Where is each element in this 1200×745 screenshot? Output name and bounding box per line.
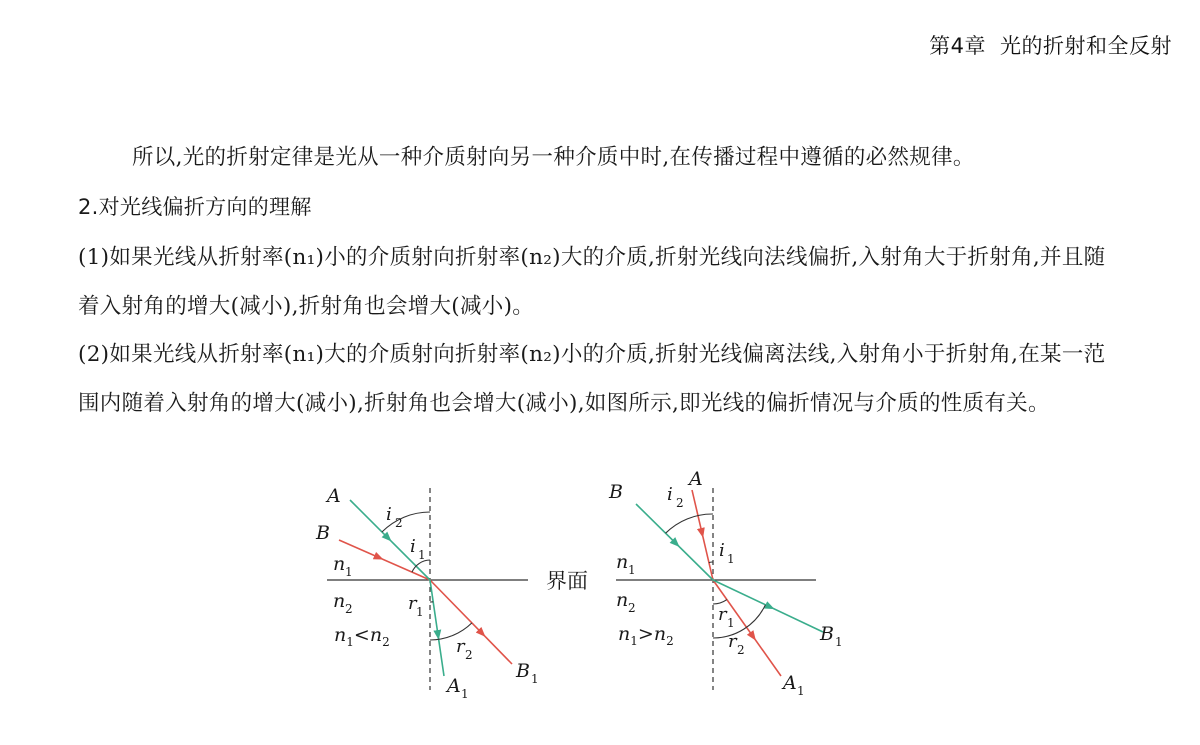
label-b: B — [316, 522, 330, 544]
label-a1: A — [447, 675, 461, 697]
label-n1-sub: 1 — [345, 565, 353, 579]
section-heading: 2.对光线偏折方向的理解 — [78, 195, 312, 219]
chapter-title: 光的折射和全反射 — [1000, 34, 1172, 58]
label-r2-sub: 2 — [737, 643, 745, 657]
label-i1: i — [410, 536, 416, 557]
relation-left: $n_1<n_2$ — [334, 624, 390, 649]
case-2-paragraph: (2)如果光线从折射率(n₁)大的介质射向折射率(n₂)小的介质,折射光线偏离法线,入射角小于折射角,在某一范围内随着入射角的增大(减小),折射角也会增大(减小),如图所示,即光线的偏折情况与介质的性质有关。 — [78, 342, 1106, 416]
diagram-right — [608, 468, 843, 698]
label-n1: n — [616, 551, 629, 573]
diagram-left — [315, 485, 539, 701]
ray-a-refracted — [430, 580, 444, 676]
label-a1: A — [783, 672, 797, 694]
ray-a-refracted — [713, 580, 781, 676]
label-r1-sub: 1 — [727, 616, 735, 630]
label-n1-sub: 1 — [628, 563, 636, 577]
label-i1-sub: 1 — [418, 548, 426, 562]
label-n2-sub: 2 — [345, 602, 353, 616]
label-b1: B — [820, 623, 834, 645]
label-a: A — [689, 468, 703, 490]
label-i2-sub: 2 — [676, 496, 684, 510]
ray-b-incident — [636, 504, 713, 580]
label-i2: i — [667, 484, 673, 505]
label-i1-sub: 1 — [727, 552, 735, 566]
label-a1-sub: 1 — [797, 684, 805, 698]
label-b1-sub: 1 — [531, 672, 539, 686]
label-i2: i — [386, 504, 392, 525]
arc-i1 — [709, 562, 713, 563]
ray-b-incident — [339, 540, 430, 580]
case-1-paragraph: (1)如果光线从折射率(n₁)小的介质射向折射率(n₂)大的介质,折射光线向法线偏折,入射角大于折射角,并且随着入射角的增大(减小),折射角也会增大(减小)。 — [78, 245, 1106, 319]
label-r2: r — [728, 631, 737, 652]
arc-i2 — [666, 514, 713, 533]
label-r2: r — [456, 636, 465, 657]
label-n2: n — [616, 589, 629, 611]
label-n2: n — [333, 590, 346, 612]
label-n1: n — [333, 553, 346, 575]
label-r1: r — [408, 593, 417, 614]
chapter-number: 第4章 — [929, 34, 986, 58]
label-a1-sub: 1 — [461, 687, 469, 701]
label-r2-sub: 2 — [465, 648, 473, 662]
ray-a-incident — [692, 490, 713, 580]
label-b: B — [609, 481, 623, 503]
relation-right: $n_1>n_2$ — [618, 623, 674, 648]
label-i2-sub: 2 — [395, 516, 403, 530]
label-a: A — [327, 485, 341, 507]
label-r1: r — [718, 604, 727, 625]
label-b1-sub: 1 — [835, 635, 843, 649]
interface-label: 界面 — [546, 569, 588, 593]
intro-paragraph: 所以,光的折射定律是光从一种介质射向另一种介质中时,在传播过程中遵循的必然规律。 — [132, 145, 975, 170]
label-b1: B — [516, 660, 530, 682]
label-i1: i — [719, 540, 725, 561]
label-r1-sub: 1 — [416, 605, 424, 619]
label-n2-sub: 2 — [628, 601, 636, 615]
